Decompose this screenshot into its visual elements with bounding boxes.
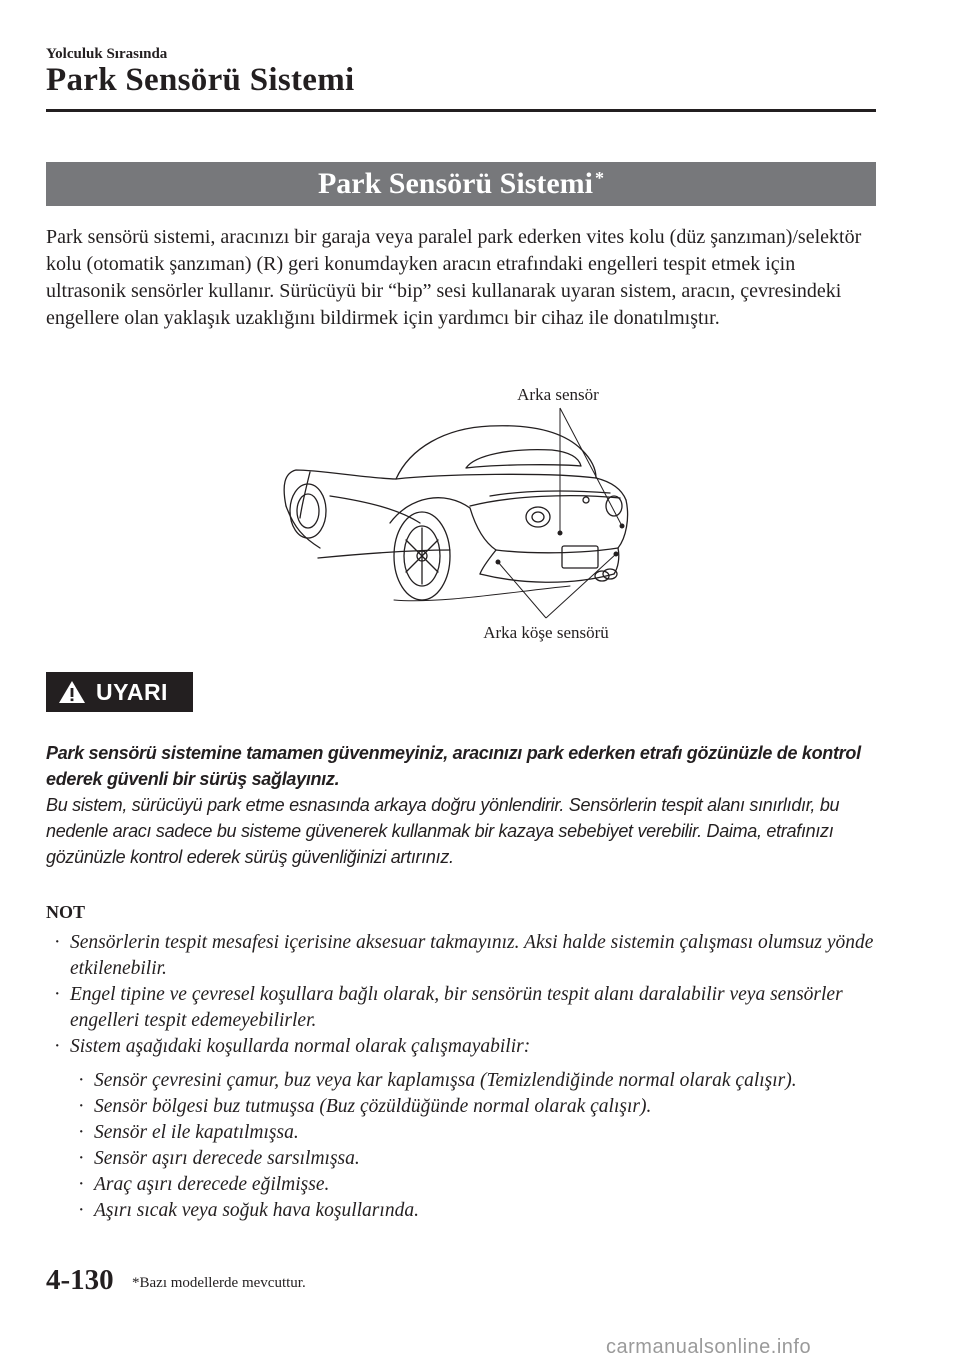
header-divider [46, 109, 876, 112]
page-title: Park Sensörü Sistemi [46, 62, 355, 98]
page-number: 4-130 [46, 1264, 114, 1296]
section-banner [46, 162, 876, 206]
warning-text [46, 740, 876, 870]
warning-bold-statement: Park sensörü sistemine tamamen güvenmeyiniz, aracınızı park ederken etrafı gözünüzle de kontrol ederek güvenli bir sürüş sağlayınız. [46, 743, 861, 789]
note-subitem: · Aşırı sıcak veya soğuk hava koşullarında. [70, 1198, 876, 1224]
note-sublist [70, 1068, 876, 1224]
car-rear-figure [270, 378, 690, 650]
leader-lines [498, 408, 622, 618]
warning-body: Bu sistem, sürücüyü park etme esnasında arkaya doğru yönlendirir. Sensörlerin tespit alanı sınırlıdır, bu nedenle aracı sadece bu sisteme güvenerek kullanmak bir kazaya sebebiyet verebilir. Daima, etrafınızı gözünüzle kontrol ederek sürüş güvenliğinizi artırınız. [46, 795, 840, 867]
note-subitem: · Sensör el ile kapatılmışsa. [70, 1120, 876, 1146]
note-item [46, 1034, 876, 1224]
note-list [46, 930, 876, 1224]
intro-paragraph: Park sensörü sistemi, aracınızı bir garaja veya paralel park ederken vites kolu (düz şanzıman)/selektör kolu (otomatik şanzıman) (R) geri konumdayken aracın etrafındaki engelleri tespit etmek için ultrasonik sensörler kullanır. Sürücüyü bir “bip” sesi kullanarak uyaran sistem, aracın, çevresindeki engellere olan yaklaşık uzaklığını bildirmek için yardımcı bir cihaz ile donatılmıştır. [46, 226, 862, 329]
car-illustration [270, 378, 690, 650]
availability-marker: * [595, 168, 604, 188]
note-item: · Sensörlerin tespit mesafesi içerisine aksesuar takmayınız. Aksi halde sistemin çalışması olumsuz yönde etkilenebilir. [46, 930, 876, 982]
note-subitem: · Sensör bölgesi buz tutmuşsa (Buz çözüldüğünde normal olarak çalışır). [70, 1094, 876, 1120]
rear-sensor-label: Arka sensör [517, 385, 599, 404]
warning-label: UYARI [96, 679, 168, 705]
warning-badge [46, 672, 193, 712]
chapter-title: Yolculuk Sırasında [46, 46, 168, 62]
note-item-text: Sistem aşağıdaki koşullarda normal olarak çalışmayabilir: [70, 1036, 531, 1057]
footnote: *Bazı modellerde mevcuttur. [132, 1275, 306, 1291]
note-subitem: · Sensör aşırı derecede sarsılmışsa. [70, 1146, 876, 1172]
note-subitem: · Sensör çevresini çamur, buz veya kar kaplamışsa (Temizlendiğinde normal olarak çalışır). [70, 1068, 876, 1094]
rear-corner-sensor-label: Arka köşe sensörü [483, 623, 609, 642]
note-subitem: · Araç aşırı derecede eğilmişse. [70, 1172, 876, 1198]
note-heading: NOT [46, 902, 86, 922]
warning-triangle-icon [58, 680, 86, 704]
section-title: Park Sensörü Sistemi [317, 167, 593, 200]
note-item: · Engel tipine ve çevresel koşullara bağlı olarak, bir sensörün tespit alanı daralabilir veya sensörler engelleri tespit edemeyebilirler. [46, 982, 876, 1034]
watermark: carmanualsonline.info [606, 1336, 812, 1358]
